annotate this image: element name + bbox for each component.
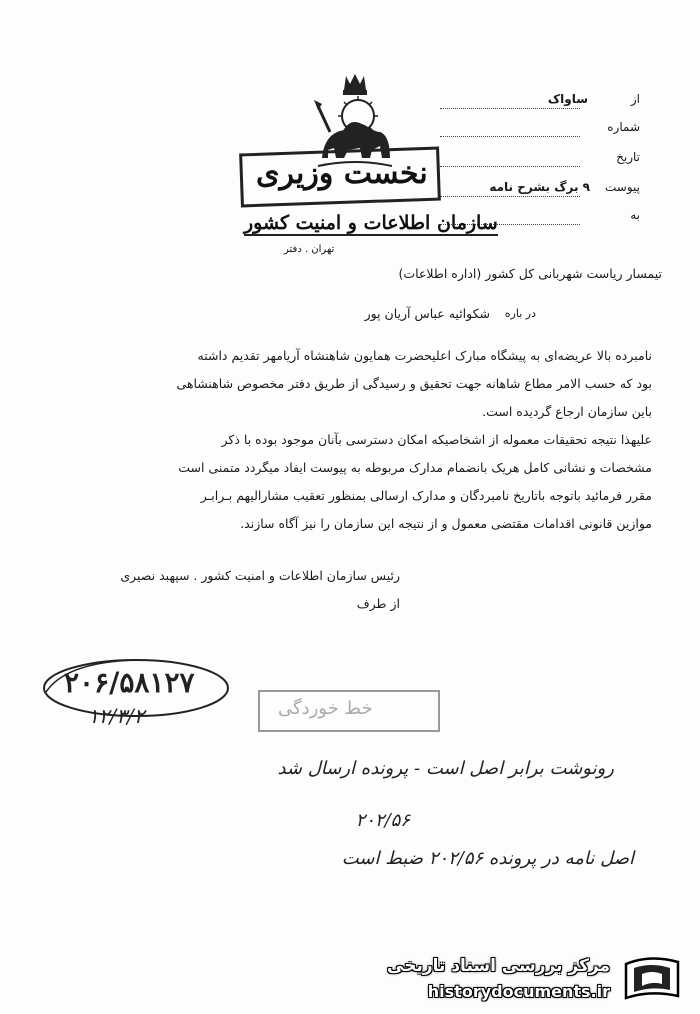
watermark-name: مرکز بررسی اسناد تاریخی (387, 956, 610, 976)
from-label: از (630, 92, 640, 106)
handwritten-note-3: اصل نامه در پرونده ۲۰۲/۵۶ ضبط است (341, 848, 634, 869)
from-value: ساواک (547, 92, 588, 106)
signature-line: رئیس سازمان اطلاعات و امنیت کشور . سپهبد نصیری (120, 568, 400, 583)
recipient-line: تیمسار ریاست شهربانی کل کشور (اداره اطلاعات) (398, 266, 662, 281)
subject-value: شکوائیه عباس آریان پور (364, 306, 490, 321)
number-label: شماره (607, 120, 640, 134)
watermark-url: historydocuments.ir (427, 982, 610, 1001)
handwritten-note-2: ۲۰۲/۵۶ (355, 810, 410, 831)
body-line-2: بود که حسب الامر مطاع شاهانه جهت تحقیق و رسیدگی از طریق دفتر مخصوص شاهنشاهی (176, 376, 652, 391)
agency-stamp-text: سازمان اطلاعات و امنیت کشور (244, 212, 498, 234)
date-underline (440, 166, 580, 167)
number-field (440, 120, 640, 140)
to-label: به (630, 208, 640, 222)
agency-stamp-sub: تهران . دفتر (284, 244, 335, 255)
archive-logo-icon (620, 952, 684, 1006)
body-line-4: علیهذا نتیجه تحقیقات معموله از اشخاصیکه امکان دسترسی بآنان موجود بوده با ذکر (221, 432, 652, 447)
from-underline (440, 108, 580, 109)
oval-number: ۲۰۶/۵۸۱۲۷ (64, 666, 195, 699)
handwritten-note-1: رونوشت برابر اصل است - پرونده ارسال شد (277, 758, 614, 779)
body-line-5: مشخصات و نشانی کامل هریک بانضمام مدارک مربوطه به پیوست ایفاد میگردد متمنی است (178, 460, 652, 475)
body-line-1: نامبرده بالا عریضه‌ای به پیشگاه مبارک اعلیحضرت همایون شاهنشاه آریامهر تقدیم داشته (197, 348, 652, 363)
number-underline (440, 136, 580, 137)
attachment-underline (440, 196, 580, 197)
signature-on-behalf: از طرف (356, 596, 400, 611)
box-stamp-text: خط خوردگی (278, 698, 373, 719)
attachment-field (440, 180, 640, 200)
attachment-label: پیوست (605, 180, 640, 194)
subject-label: در باره (504, 307, 536, 320)
date-label: تاریخ (616, 150, 640, 164)
oval-sub-number: ۱۲/۳/۲ (88, 704, 145, 728)
from-field (440, 92, 640, 112)
body-line-7: موازین قانونی اقدامات مقتضی معمول و از نتیجه این سازمان را نیز آگاه سازند. (240, 516, 652, 531)
body-line-6: مقرر فرمائید باتوجه باتاریخ نامبردگان و مدارک ارسالی بمنظور تعقیب مشارالیهم بـرابـر (200, 488, 652, 503)
body-line-3: باین سازمان ارجاع گردیده است. (482, 404, 652, 419)
attachment-value: ۹ برگ بشرح نامه (489, 180, 590, 194)
date-field (440, 150, 640, 170)
prime-minister-stamp-text: نخست وزیری (256, 156, 428, 191)
